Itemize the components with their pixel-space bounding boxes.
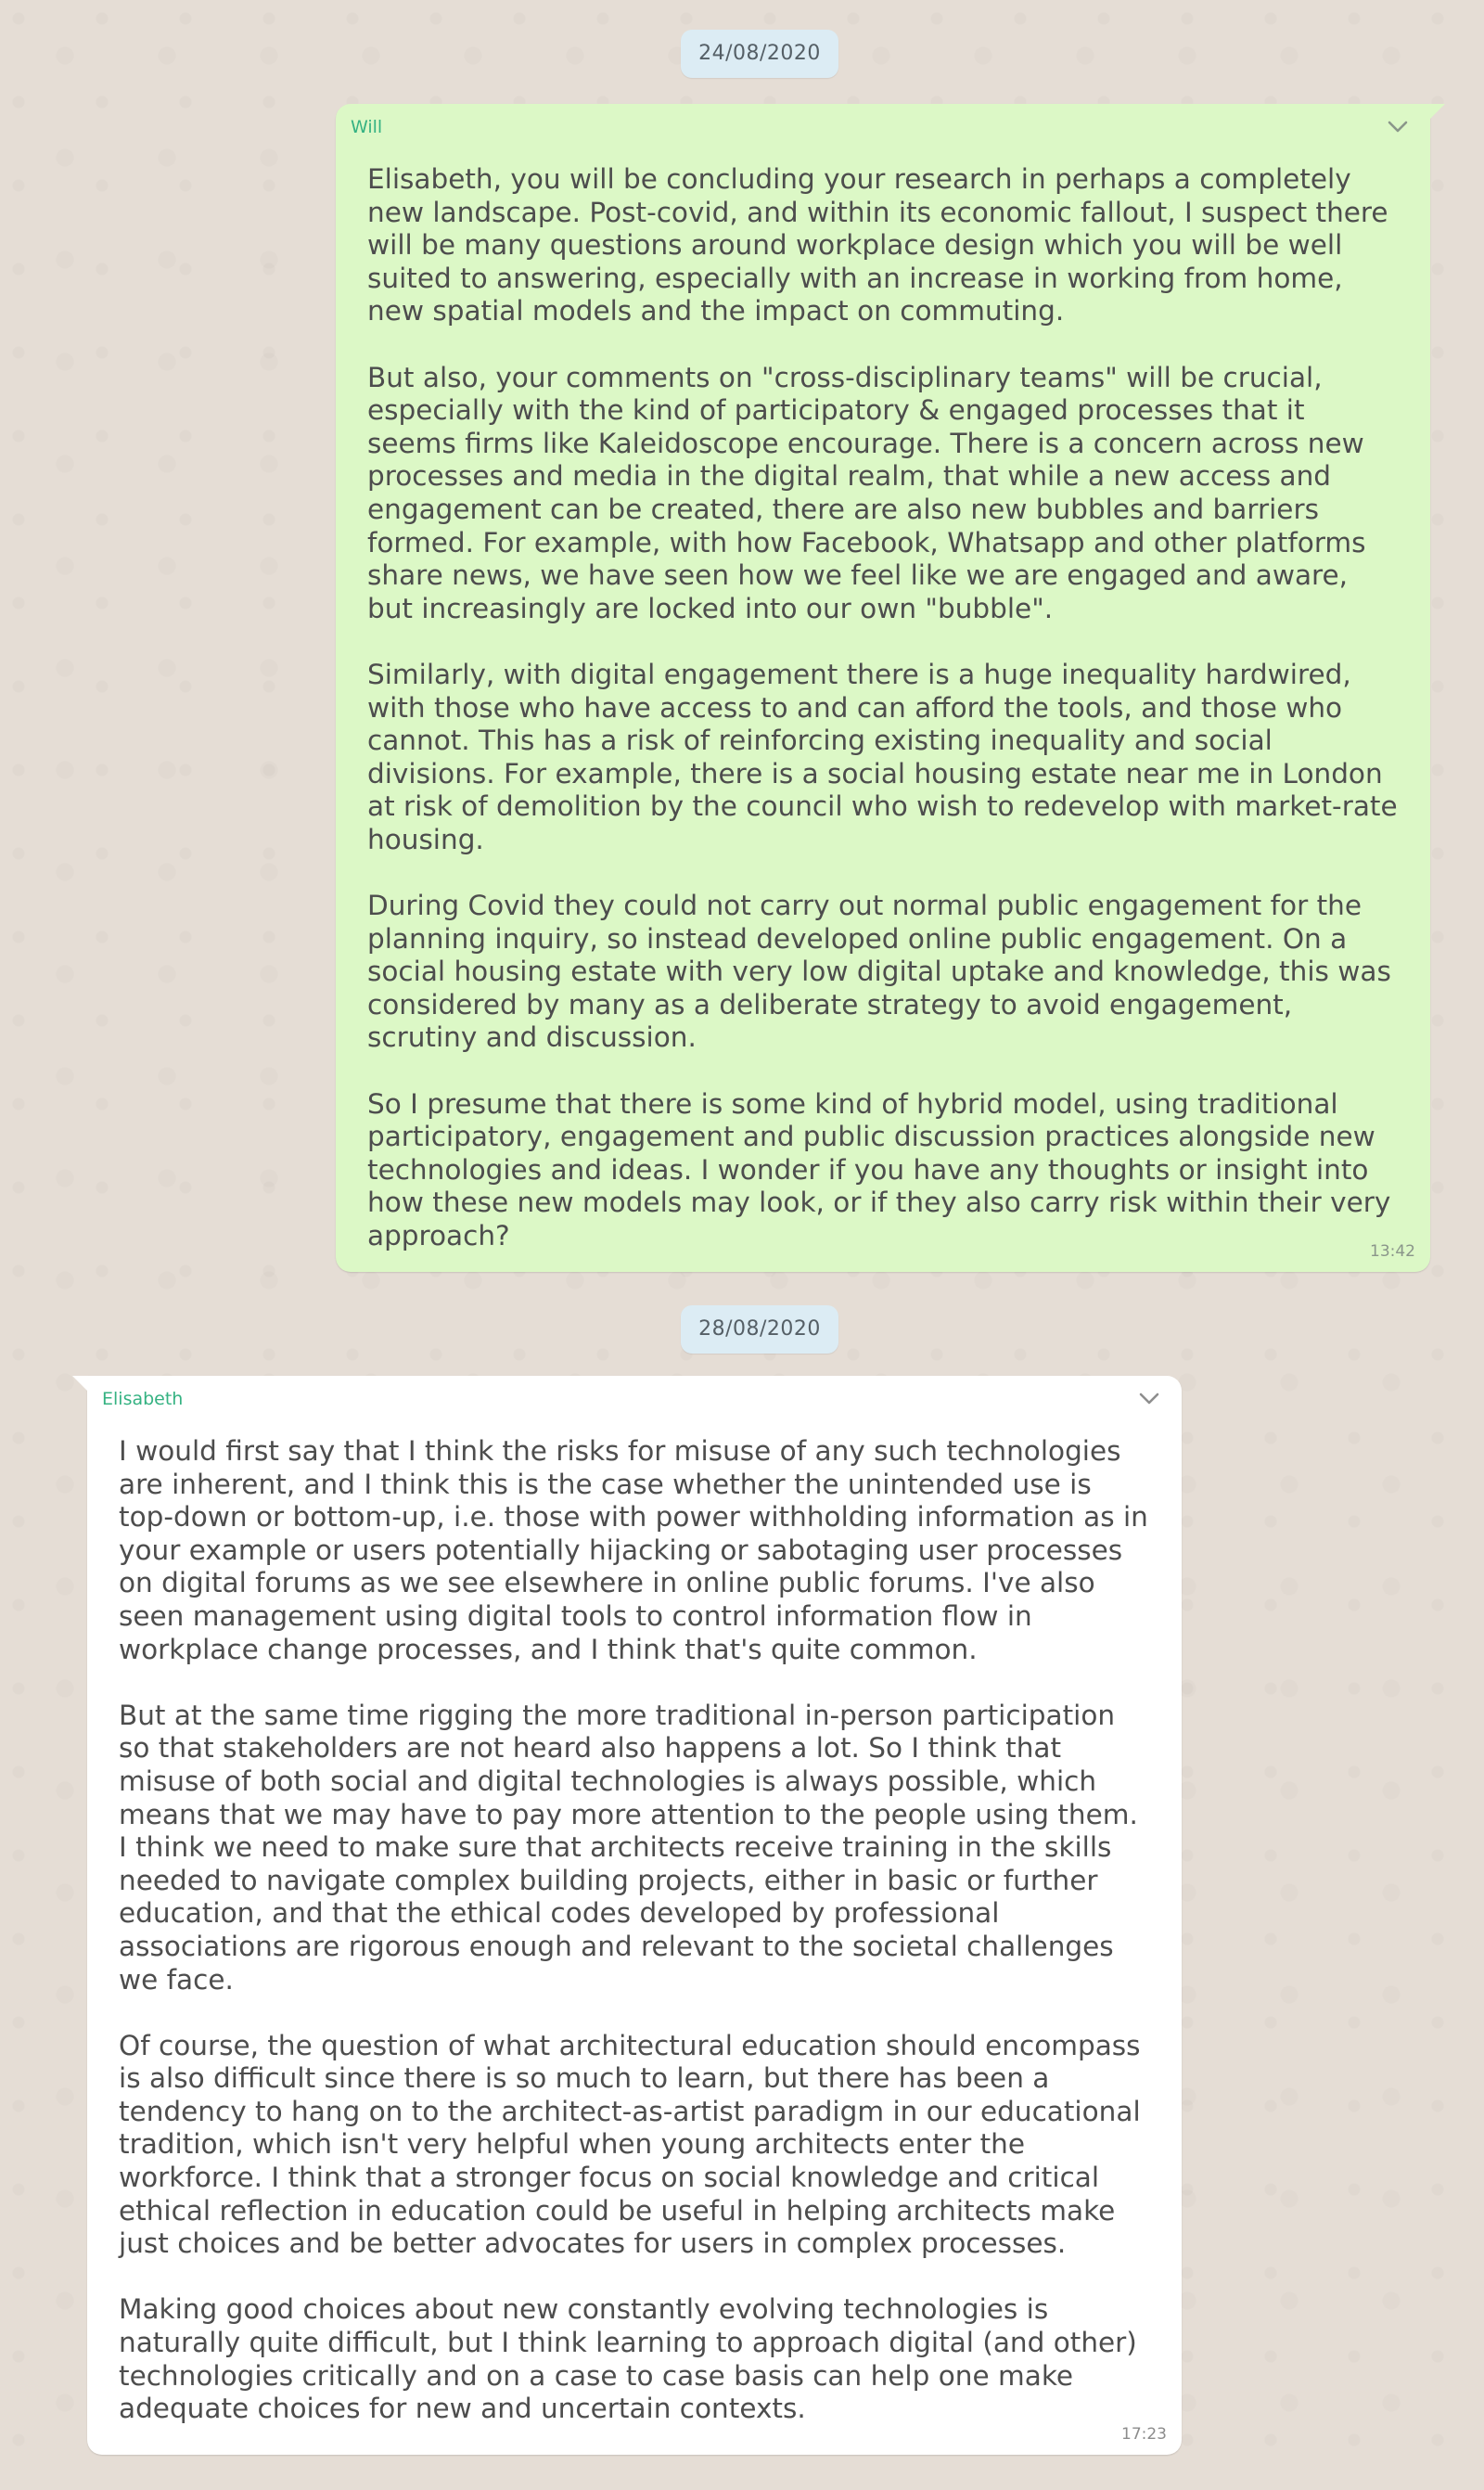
message-bubble-incoming[interactable] <box>87 1376 1182 2455</box>
message-paragraph: Similarly, with digital engagement there is a huge inequality hardwired, with those who have access to and can afford the tools, and those who cannot. This has a risk of reinforcing existing inequality and social divisions. For example, there is a social housing estate near me in London at risk of demolition by the council who wish to redevelop with market-rate housing. <box>367 658 1398 855</box>
message-bubble-outgoing[interactable] <box>336 104 1430 1272</box>
chevron-down-icon[interactable] <box>1382 111 1414 143</box>
message-text <box>367 163 1399 1253</box>
message-paragraph: Of course, the question of what architectural education should encompass is also difficult since there is so much to learn, but there has been a tendency to hang on to the architect-as-artist paradigm in our educational tradition, which isn't very helpful when young architects enter the workforce. I think that a stronger focus on social knowledge and critical ethical reflection in education could be useful in helping architects make just choices and be better advocates for users in complex processes. <box>119 2029 1141 2260</box>
message-text <box>119 1435 1150 2426</box>
sender-name: Will <box>351 117 383 137</box>
date-separator: 24/08/2020 <box>681 30 838 78</box>
message-paragraph: So I presume that there is some kind of hybrid model, using traditional participatory, engagement and public discussion practices alongside new technologies and ideas. I wonder if you have any thoughts or insight into how these new models may look, or if they also carry risk within their very approach? <box>367 1087 1391 1251</box>
message-paragraph: But also, your comments on "cross-disciplinary teams" will be crucial, especially with the kind of participatory & engaged processes that it seems firms like Kaleidoscope encourage. There is a concern across new processes and media in the digital realm, that while a new access and engagement can be created, there are also new bubbles and barriers formed. For example, with how Facebook, Whatsapp and other platforms share news, we have seen how we feel like we are engaged and aware, but increasingly are locked into our own "bubble". <box>367 361 1366 624</box>
message-paragraph: During Covid they could not carry out normal public engagement for the planning inquiry, so instead developed online public engagement. On a social housing estate with very low digital uptake and knowledge, this was considered by many as a deliberate strategy to avoid engagement, scrutiny and discussion. <box>367 890 1391 1054</box>
message-timestamp: 17:23 <box>1121 2425 1167 2444</box>
message-timestamp: 13:42 <box>1370 1242 1415 1261</box>
chevron-down-icon[interactable] <box>1133 1383 1165 1415</box>
message-paragraph: Elisabeth, you will be concluding your research in perhaps a completely new landscape. Post-covid, and within its economic fallout, I suspect there will be many questions around workplace design which you will be well suited to answering, especially with an increase in working from home, new spatial models and the impact on commuting. <box>367 163 1388 327</box>
message-paragraph: I would first say that I think the risks for misuse of any such technologies are inherent, and I think this is the case whether the unintended use is top-down or bottom-up, i.e. those with power withholding information as in your example or users potentially hijacking or sabotaging user processes on digital forums as we see elsewhere in online public forums. I've also seen management using digital tools to control information flow in workplace change processes, and I think that's quite common. <box>119 1435 1148 1665</box>
message-paragraph: Making good choices about new constantly evolving technologies is naturally quite difficult, but I think learning to approach digital (and other) technologies critically and on a case to case basis can help one make adequate choices for new and uncertain contexts. <box>119 2293 1137 2425</box>
sender-name: Elisabeth <box>102 1389 184 1409</box>
date-separator: 28/08/2020 <box>681 1305 838 1354</box>
message-paragraph: But at the same time rigging the more traditional in-person participation so that stakeholders are not heard also happens a lot. So I think that misuse of both social and digital technologies is always possible, which means that we may have to pay more attention to the people using them. I think we need to make sure that architects receive training in the skills needed to navigate complex building projects, either in basic or further education, and that the ethical codes developed by professional associations are rigorous enough and relevant to the societal challenges we face. <box>119 1699 1138 1996</box>
